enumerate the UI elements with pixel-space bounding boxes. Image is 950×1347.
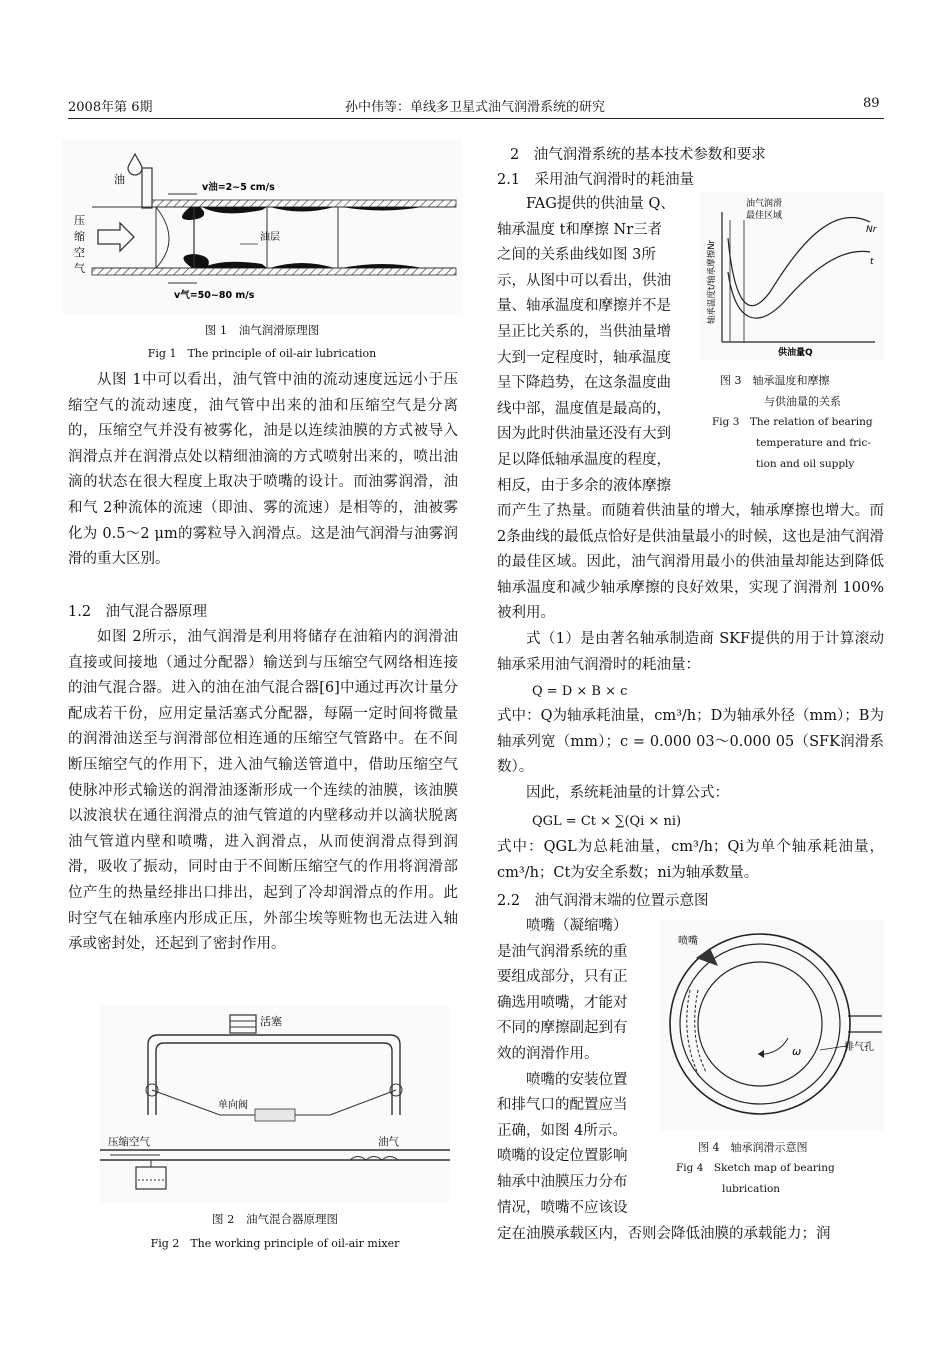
right-paragraph-9-rest: 定在油膜承载区内，否则会降低油膜的承载能力；润 (497, 1226, 831, 1242)
equation-2: QGL = Ct × ∑(Qi × ni) (532, 814, 682, 829)
fig1-label-oil-layer: 油层 (260, 232, 280, 243)
fig3-label-yaxis: 轴承温度t/轴承摩擦Nr (707, 239, 717, 324)
fig3-label-t: t (870, 257, 874, 267)
section-2-heading: 2 油气润滑系统的基本技术参数和要求 (510, 147, 766, 163)
header-left: 2008年第 6期 (68, 100, 153, 115)
fig2-caption-en: Fig 2 The working principle of oil-air mixer (150, 1237, 400, 1250)
fig1-label-v-oil: v油=2~5 cm/s (202, 182, 275, 193)
left-paragraph-1: 从图 1中可以看出，油气管中油的流动速度远远小于压缩空气的流动速度，油气管中出来的油和压缩空气是分离的，压缩空气并没有被雾化，油是以连续油膜的方式被导入润滑点并在润滑点处以精细油滴的方式喷射出来的，喷出油滴的状态在很大程度上取决于喷嘴的设计。而油雾润滑，油和气 2种流体的流速（即油、雾的流速）是相等的，油被雾化为 0.5～2 μm的雾粒导入润滑点。这是油气润滑与油雾润滑的重大区别。 (68, 372, 458, 568)
figure-4-bearing-lubrication-sketch (660, 920, 884, 1130)
fig3-caption: 图 3 轴承温度和摩擦 与供油量的关系 Fig 3 The relation of bearing temperature and fric- tion and oil supply (712, 374, 873, 470)
fig1-label-v-air: v气=50~80 m/s (174, 290, 255, 301)
left-paragraph-2: 如图 2所示，油气润滑是利用将储存在油箱内的润滑油直接或间接地（通过分配器）输送到与压缩空气网络相连接的油气混合器。进入的油在油气混合器[6]中通过再次计量分配成若干份，应用定量活塞式分配器，每隔一定时间将微量的润滑油送至与润滑部位相连通的压缩空气管路中。在不间断压缩空气的作用下，进入油气输送管道中，借助压缩空气使脉冲形式输送的润滑油逐渐形成一个连续的油膜，该油膜以波浪状在通往润滑点的油气管道的内壁移动并以滴状脱离油气管道内壁和喷嘴，进入润滑点，从而使润滑点得到润滑，吸收了振动，同时由于不间断压缩空气的作用将润滑部位产生的热量经排出口排出，起到了冷却润滑点的作用。此时空气在轴承座内形成正压，外部尘埃等赃物也无法进入轴承或密封处，还起到了密封作用。 (68, 629, 458, 953)
section-1-2-heading: 1.2 油气混合器原理 (68, 604, 208, 620)
figure-1-oil-air-principle (62, 140, 462, 315)
fig1-caption-cn: 图 1 油气润滑原理图 (204, 323, 320, 337)
fig2-label-compressed-air: 压缩空气 (108, 1136, 150, 1148)
equation-1: Q = D × B × c (532, 684, 628, 699)
right-paragraph-3-rest: 而产生了热量。而随着供油量的增大，轴承摩擦也增大。而 2条曲线的最低点恰好是供油量最小的时候，这也是油气润滑的最佳区域。因此，油气润滑用最小的供油量却能达到降低轴承温度和减少轴承摩擦的良好效果，实现了润滑剂 100%被利用。 (497, 503, 884, 622)
fig3-label-zone-1: 最佳区域 (746, 211, 783, 221)
fig3-label-xaxis: 供油量Q (778, 348, 813, 358)
fig3-label-Nr: Nr (866, 225, 877, 235)
page-number: 89 (863, 96, 880, 111)
fig4-caption: 图 4 轴承润滑示意图 Fig 4 Sketch map of bearing lubrication (676, 1141, 835, 1195)
header-title: 孙中伟等：单线多卫星式油气润滑系统的研究 (345, 100, 606, 115)
fig2-label-oil-air: 油气 (378, 1136, 399, 1148)
fig2-caption-cn: 图 2 油气混合器原理图 (212, 1212, 338, 1226)
fig1-label-air-2: 空 (74, 246, 85, 259)
fig4-label-omega: ω (792, 1045, 802, 1058)
right-paragraph-7: 式中：QGL为总耗油量，cm³/h；Qi为单个轴承耗油量，cm³/h；Ct为安全系数；ni为轴承数量。 (497, 839, 884, 881)
figure-3-temperature-friction-curve (700, 192, 884, 360)
fig1-label-air-3: 气 (74, 262, 85, 275)
fig4-label-nozzle: 喷嘴 (678, 936, 698, 947)
section-2-1-heading: 2.1 采用油气润滑时的耗油量 (497, 172, 695, 188)
fig1-label-air-0: 压 (74, 214, 85, 227)
right-paragraph-3-wrap: FAG提供的供油量 Q、 轴承温度 t和摩擦 Nr三者 之间的关系曲线如图 3所 示，从图中可以看出，供油 量、轴承温度和摩擦并不是 呈正比关系的，当供油量增 大到一定程度时，轴承温度 呈下降趋势，在这条温度曲 线中部，温度值是最高的， 因为此时供油量还没有大到 足以降低轴承温度的程度， 相反，由于多余的液体摩擦 (497, 196, 675, 494)
fig1-caption-en: Fig 1 The principle of oil-air lubrication (147, 347, 377, 360)
right-paragraph-4: 式（1）是由著名轴承制造商 SKF提供的用于计算滚动轴承采用油气润滑时的耗油量： (497, 631, 884, 673)
right-paragraph-8-wrap: 喷嘴（凝缩嘴） 是油气润滑系统的重 要组成部分，只有正 确选用喷嘴，才能对 不同的摩擦副起到有 效的润滑作用。 喷嘴的安装位置 和排气口的配置应当 正确，如图 4所示。 喷嘴的设定位置影响 轴承中油膜压力分布 情况，喷嘴不应该设 (497, 918, 628, 1216)
fig2-label-piston: 活塞 (260, 1015, 282, 1028)
fig2-label-check-valve: 单向阀 (218, 1100, 248, 1111)
right-paragraph-6: 因此，系统耗油量的计算公式： (526, 785, 729, 801)
header-rule (68, 118, 884, 119)
fig1-label-air-1: 缩 (74, 230, 85, 243)
figure-2-oil-air-mixer (100, 1005, 450, 1203)
right-paragraph-5: 式中：Q为轴承耗油量，cm³/h；D为轴承外径（mm）；B为轴承列宽（mm）；c = 0.000 03～0.000 05（SFK润滑系数）。 (497, 708, 884, 776)
fig4-label-vent: 排气孔 (844, 1042, 874, 1053)
fig1-label-oil: 油 (114, 173, 125, 186)
fig3-label-zone-0: 油气润滑 (746, 199, 783, 209)
section-2-2-heading: 2.2 油气润滑末端的位置示意图 (497, 893, 709, 909)
